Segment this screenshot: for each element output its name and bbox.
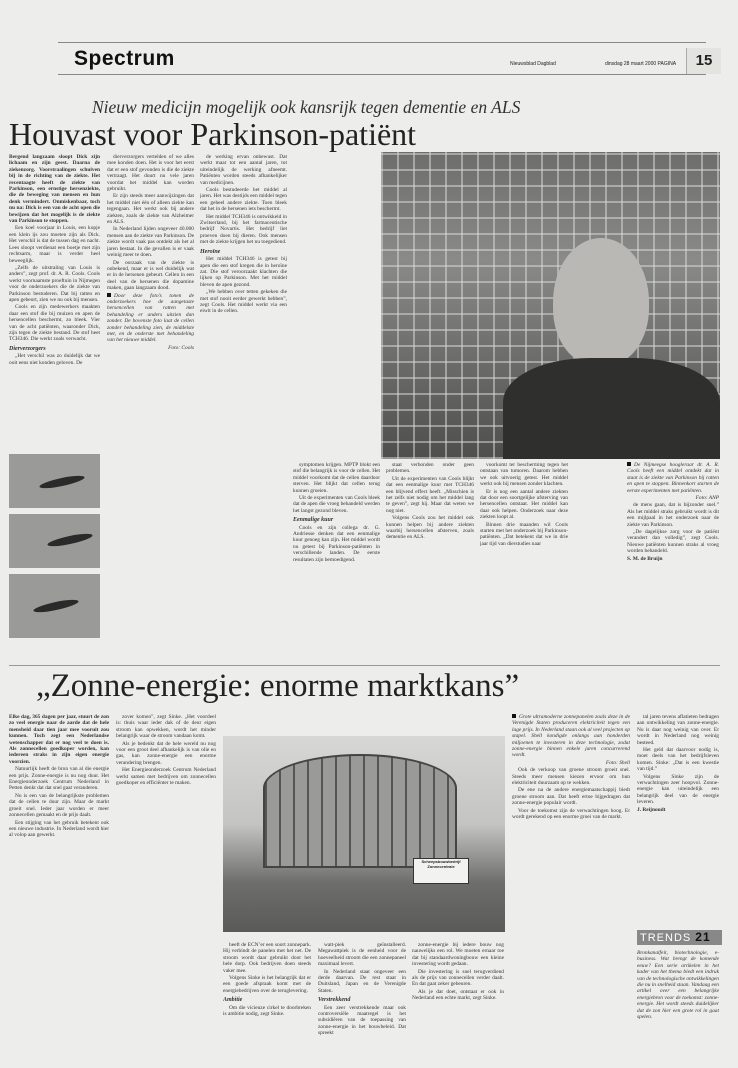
greenhouse-photo — [223, 736, 505, 932]
paragraph: Om die vicieuze cirkel te doorbreken is ambitie nodig, zegt Sinke. — [223, 1004, 311, 1018]
photo-caption — [627, 462, 719, 494]
paragraph: Als je dat doet, ontstaat er ook in Nederland een echte markt, zegt Sinke. — [412, 988, 504, 1002]
paragraph: Cools en zijn medewerkers maakten daar een stof die bij muizen en apen de hersencellen beschermt, zo bleek. Vier van de acht patiënten, waaronder Dick, zijn tegen de ziekte bestand. De stof heet TCH346. Die werkt zoals verwacht. — [9, 304, 100, 343]
caption-text: De Nijmeegse hoogleraar dr. A. R. Cools heeft een middel ontdekt dat in staat is de ziekte van Parkinson bij ratten en apen te stoppen. Binnenkort starten de eerste experimenten met patiënten. — [627, 462, 719, 494]
trends-description — [637, 950, 719, 1056]
photo-credit: Foto: Shell — [605, 759, 630, 766]
caption-marker — [627, 462, 631, 466]
portrait-photo — [381, 152, 720, 459]
page-number: 15 — [686, 48, 721, 74]
article1-column-4 — [293, 462, 380, 648]
paragraph: „We hebben over tetten gekeken die met stof nooit eerder gewerkt hebben”, zegt Cools. Het middel werkt via een eiwit in de cellen. — [200, 289, 287, 315]
article2-column-5 — [412, 942, 504, 1056]
trends-label — [637, 930, 722, 945]
building-sign: Scheepsbouwbedrijf Zonnecentrale — [413, 858, 469, 884]
paragraph: staat verbonden onder geen problemen. — [386, 462, 474, 475]
article2-column-1 — [9, 714, 109, 1054]
paragraph: Een zeer verstrekkende maar ook controversiële maatregel is het subsidiëren van de toepassing van zonne-energie in het bouwbeleid. Dat spreekt — [318, 1004, 406, 1037]
article2-lead: Elke dag, 365 dagen per jaar, stuurt de zon zo veel energie naar de aarde dat de hele mensheid daar tien jaar mee vooruit zou kunnen. Toch zegt een Nederlandse wetenschapper dat er nog veel te doen is. Als zonnecellen goedkoper worden, kan iedereen straks in zijn eigen energie voorzien. — [9, 714, 109, 765]
byline: S. M. de Bruijn — [627, 555, 663, 562]
paragraph: Als je bedenkt dat de hele wereld nu nog voor een groot deel afhankelijk is van olie en gas, kan zonne-energie een enorme verandering brengen. — [116, 740, 216, 766]
paragraph: Nu is een van de belangrijkste problemen dat de cellen te duur zijn. Maar de markt groeit snel. Ieder jaar worden er meer zonnecellen gemaakt en de prijs daalt. — [9, 792, 109, 819]
caption-text: Door deze foto’s tonen de onderzoekers hoe de aangetaste hersencellen van ratten met behandeling er anders uitzien dan zonder. De bovenste foto laat de cellen zonder behandeling zien, de middelste met, en de onderste met behandeling van het nieuwe middel. — [107, 292, 194, 344]
paragraph: Uit de experimenten van Cools bleek dat de apen die vroeg behandeld werden het langst gezond bleven. — [293, 495, 380, 514]
article1-column-5 — [386, 462, 474, 648]
paragraph: Ook de verkoop van groene stroom groeit snel. Steeds meer mensen kiezen ervoor om hun elektriciteit duurzaam op te wekken. — [512, 767, 630, 787]
trends-text: TRENDS — [640, 932, 692, 944]
article1-lead: Bergend langzaam sloopt Dick zijn lichaam en zijn geest. Daarna de ziekenzorg. Voorstraalingen schuiven bij in de richting van de ziekte. Het recentaagte heeft de ziekte van Parkinson, een ernstige hersenziekte, die de beweging van mensen en hun denk vermindert. Onmiskenbaar, toch nu na: Dick is een van de acht open die bewijzen dat het mogelijk is de ziekte van Parkinson te stoppen. — [9, 154, 100, 225]
article2-column-6 — [512, 714, 630, 1054]
paragraph: Die investering is snel terugverdiend als de prijs van zonnecellen verder daalt. En dat gaat zeker gebeuren. — [412, 968, 504, 988]
paragraph: Cools en zijn collega dr. G. Andriesse denken dat een eenmalige kuur genoeg kan zijn. Het middel wordt nu getest bij Parkinson-patiënten in verschillende landen. De eerste resultaten zijn bemoedigend. — [293, 524, 380, 563]
article1-column-6 — [480, 462, 568, 648]
paragraph: tal jaren tevens aflatieten bedragen aan ontwikkeling van zonne-energie. Nu is daar nog weinig van over. Er wordt in Nederland nog weinig besteed. — [637, 714, 719, 746]
newspaper-brand: Nieuwsblad Dagblad — [510, 61, 556, 67]
paragraph: „Het verschil was zo duidelijk dat we ooit eens niet konden geloven. De — [9, 353, 100, 366]
paragraph: Er is nog een aantal andere ziekten dat door een soortgelijke afsterving van hersencellen ontstaat. Het middel kan daar ook helpen. Onderzoek naar deze ziekten loopt al. — [480, 488, 568, 521]
paragraph: Er zijn steeds meer aanwijzingen dat het middel niet één of alleen ziekte kan tegengaan. Het werkt ook bij andere ziekten, zoals de ziekte van Alzheimer en ALS. — [107, 193, 194, 226]
subhead: Ambitie — [223, 997, 243, 1004]
paragraph: Het middel TCH346 is ontwikkeld in Zwitserland, bij het farmaceutische bedrijf Novartis. Het bedrijf liet proeven doen bij dieren. Ook mensen met de ziekte krijgen het nu toegediend. — [200, 213, 287, 246]
article2-column-4 — [318, 942, 406, 1056]
byline: J. Reijnoudt — [637, 806, 666, 813]
paragraph: „Zelfs de uitstraling van Louis is anders”, zegt prof. dr. A. R. Cools. Cools werkt voornaamste proeftuin in Nijmegen voor de onderzoekers die de ziekte van Parkinson bestuderen. Dat bij ratten en apen gebeurt, zien we nu ook bij mensen. — [9, 264, 100, 303]
paragraph: Het geld dat daarvoor nodig is, moet deels van het bedrijfsleven komen. Sinke: „Dat is een kwestie van tijd.” — [637, 747, 719, 773]
paragraph: symptomen krijgen. MPTP blokt een stof die belangrijk is voor de cellen. Het middel voorkomt dat de cellen daardoor sterven. Het blijkt dat cellen terug kunnen groeien. — [293, 462, 380, 494]
subhead: Eenmalige kuur — [293, 517, 334, 524]
caption-marker — [512, 714, 516, 718]
paragraph: voorkomt ter bescherming tegen het ontstaan van tumoren. Daarom hebben we ook uitvoerig getest. Het middel werkt ook bij mensen zonder klachten. — [480, 462, 568, 488]
subhead: Verstrekkend — [318, 997, 351, 1004]
paragraph: Een koel voorjaar in Louis, een kopje een klein ijs zou moeten zijn als Dick. Het verschil is dat de tussen dag en nacht. Lees sloopt verdienat een boetje met zijn rechtsarm, maar is verder heel beweeglijk. — [9, 225, 100, 264]
trends-number: 21 — [695, 930, 711, 944]
caption-marker — [107, 293, 111, 297]
paragraph: zonne-energie bij iedere bouw nog nauwelijks een rol. We moeten ernaar toe dat bij standaardwoningbouw een kleine investering wordt gedaan. — [412, 942, 504, 968]
article2-column-7 — [637, 714, 719, 924]
article2-column-3 — [223, 942, 311, 1056]
photo-caption — [107, 293, 194, 344]
paragraph: Uit de experimenten van Cools blijkt dat een eenmalige kuur met TCH346 een blijvend effect heeft. „Misschien is het zelfs niet nodig om het middel lang te geven”, zegt hij. Maar dat weten we nog niet. — [386, 475, 474, 514]
article-divider — [9, 665, 720, 666]
paragraph: de mens gaan, dat is bijzonder snel.” Als het middel straks gebruikt wordt is dit een mijlpaal in het onderzoek naar de ziekte van Parkinson. — [627, 502, 719, 528]
paragraph: Een stijging van het gebruik betekent ook een nieuwe industrie. In Nederland wordt hier al volop aan gewerkt. — [9, 819, 109, 839]
section-title: Spectrum — [74, 47, 175, 70]
paragraph: De ene na de andere energiemaatschappij biedt groene stroom aan. Dat heeft ertoe bijgedragen dat zonne-energie populair wordt. — [512, 787, 630, 807]
photo-credit: Foto: ANP — [695, 495, 719, 502]
paragraph: „De dagelijkse zorg voor de patiënt verandert dan volledig”, zegt Cools. Nieuwe patiënten kunnen straks al vroeg worden behandeld. — [627, 529, 719, 555]
paragraph: Volgens Sinke is het belangrijk dat er een goede afspraak komt met de energiebedrijven over de teruglevering. — [223, 975, 311, 994]
paragraph: Voor de toekomst zijn de verwachtingen hoog. Er wordt gerekend op een enorme groei van de markt. — [512, 807, 630, 821]
paragraph: Natuurlijk heeft de bron van al die energie een prijs. Zonne-energie is nu nog duur. Het Energieonderzoek Centrum Nederland in Petten denkt dat dat snel gaat veranderen. — [9, 766, 109, 792]
paragraph: zover komen”, zegt Sinke. „Het voordeel is: thuis waar ieder dak of de deur eigen stroom kan opwekken, wordt het minder belangrijk waar de stroom vandaan komt. — [116, 714, 216, 740]
article1-headline: Houvast voor Parkinson-patiënt — [9, 116, 417, 152]
article2-headline: „Zonne-energie: enorme marktkans” — [36, 668, 520, 704]
subhead: Dierverzorgers — [9, 345, 46, 352]
caption-text: Grote ultramoderne zonnepanelen zoals deze in de Verenigde Staten produceren elektriciteit tegen een lage prijs. In Nederland staan ook al veel projecten op stapel. Shell kondigde onlangs aan honderden miljoenen te investeren in deze technologie, zodat zonne-energie binnen enkele jaren concurrerend wordt. — [512, 714, 630, 759]
paragraph: Cools bestudeerde het middel al jaren. Het was destijds een middel tegen een geheel andere ziekte. Toen bleek dat het in de hersenen iets beschermt. — [200, 187, 287, 213]
paragraph: Binnen drie maanden wil Cools starten met het onderzoek bij Parkinson-patiënten. „Dat betekent dat we in drie jaar tijd van dierstudies naar — [480, 521, 568, 547]
face — [553, 238, 649, 366]
paragraph: de werking ervan onbewust. Dat werkt maar tot een aantal jaren, tot uiteindelijk de werking afneemt. Patiënten worden steeds afhankelijker van medicijnen. — [200, 154, 287, 186]
article2-column-2 — [116, 714, 216, 1054]
header-rule-top — [58, 42, 706, 43]
paragraph: Volgens Cools zou het middel ook kunnen helpen bij andere ziekten waarbij hersencellen afsterven, zoals dementie en ALS. — [386, 515, 474, 541]
issue-date: dinsdag 28 maart 2000 PAGINA — [605, 61, 677, 67]
paragraph: Het Energieonderzoek Centrum Nederland werkt samen met bedrijven om zonnecellen goedkoper en efficiënter te maken. — [116, 767, 216, 787]
brain-scan-image-2 — [9, 514, 100, 568]
photo-credit: Foto: Cools — [168, 344, 194, 351]
paragraph: De oorzaak van de ziekte is onbekend, maar er is wel duidelijk wat er in de hersenen gebeurt. Cellen in een deel van de hersenen die dopamine maken, gaan langzaam dood. — [107, 259, 194, 292]
paragraph: In Nederland staat ongeveer een derde daarvan. De rest staat in Duitsland, Japan en de Verenigde Staten. — [318, 968, 406, 994]
article1-column-2 — [107, 154, 194, 648]
paragraph: dierverzorgers vertelden of we alles mee konden doen. Het is voor het eerst dat er een stof gevonden is die de ziekte vertraagt. Het duurt nu vele jaren voordat het middel kan worden gebruikt. — [107, 154, 194, 193]
paragraph: Volgens Sinke zijn de verwachtingen zeer hoopvol. Zonne-energie kan uiteindelijk een belangrijk deel van de energie leveren. — [637, 773, 719, 806]
suit — [503, 358, 720, 459]
paragraph: In Nederland lijden ongeveer 40.000 mensen aan de ziekte van Parkinson. De ziekte wordt vaak pas ontdekt als het al jaren bestaat. In die gevallen is er vaak weinig meer te doen. — [107, 226, 194, 259]
paragraph: Bronkanalfeit, biotechnologie, e-business. Wat brengt de komende eeuw? Een serie artikelen in het kader van het thema biedt een indruk van de technologische ontwikkelingen die nu in snelheid staan. Vandaag een artikel over een belangrijke energiebron voor de toekomst: zonne-energie. Het wordt steeds duidelijker dat de zon hier een grote rol in gaat spelen. — [637, 950, 719, 1021]
header-rule-bottom — [58, 74, 706, 75]
article1-column-3 — [200, 154, 287, 648]
paragraph: watt-piek geïnstalleerd. Megawattpiek is de eenheid voor de hoeveelheid stroom die een zonnepaneel maximaal levert. — [318, 942, 406, 968]
article1-column-7 — [627, 462, 719, 654]
photo-caption — [512, 714, 630, 759]
brain-scan-image-3 — [9, 574, 100, 638]
brain-scan-image-1 — [9, 454, 100, 508]
paragraph: heeft de ECN’er een soort zonnepark. Hij verbindt de panelen met het net. De stroom wordt daar gebruikt door het hele dorp. Ook bedrijven doen steeds vaker mee. — [223, 942, 311, 974]
paragraph: Het middel TCH346 is getest bij apen die een stof kregen die in heroïne zat. Die stof veroorzaakt klachten die lijken op Parkinson. Met het middel bleven de apen gezond. — [200, 256, 287, 288]
subhead: Heroïne — [200, 248, 221, 255]
article1-kicker: Nieuw medicijn mogelijk ook kansrijk tegen dementie en ALS — [92, 97, 521, 117]
article1-column-1 — [9, 154, 100, 451]
greenhouse-dome — [263, 754, 457, 868]
